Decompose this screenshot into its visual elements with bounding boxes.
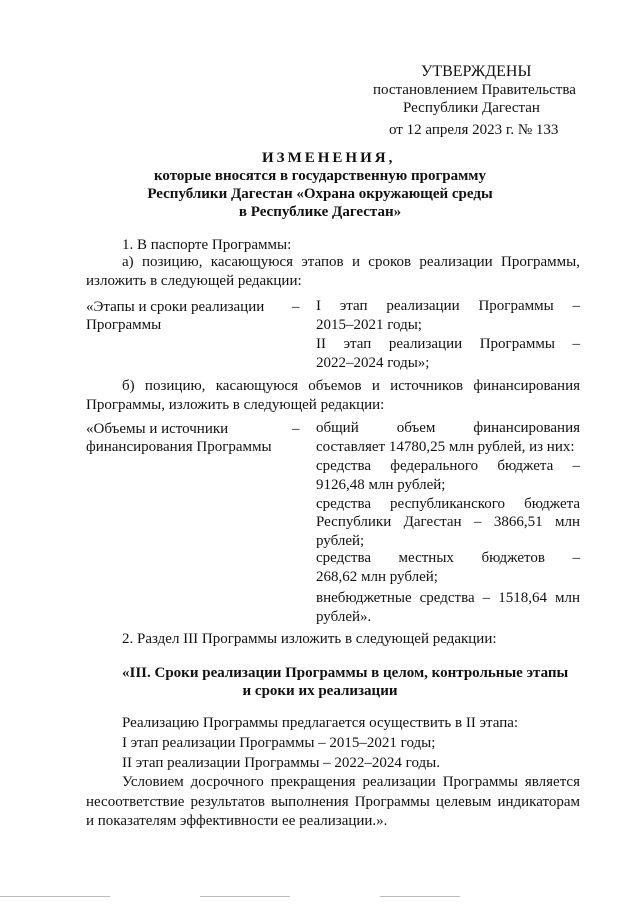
- table2-right: средства федерального бюджета –: [316, 458, 580, 474]
- table1-dash: –: [292, 299, 300, 315]
- table2-right: рублей».: [316, 609, 372, 625]
- item1-a-line: изложить в следующей редакции:: [86, 273, 302, 289]
- section-paragraph: I этап реализации Программы – 2015–2021 годы;: [122, 735, 436, 751]
- scan-artifact: [200, 896, 290, 897]
- table2-right: составляет 14780,25 млн рублей, из них:: [316, 439, 575, 455]
- table2-left: финансирования Программы: [86, 439, 272, 455]
- approval-date: от 12 апреля 2023 г. № 133: [389, 122, 559, 138]
- section-paragraph: Реализацию Программы предлагается осуществить в II этапа:: [122, 715, 519, 731]
- section-heading: и сроки их реализации: [242, 683, 398, 699]
- section-paragraph: Условием досрочного прекращения реализации Программы является: [122, 774, 580, 790]
- item1-b-line: Программы, изложить в следующей редакции:: [86, 397, 385, 413]
- heading-line: в Республике Дагестан»: [238, 204, 402, 220]
- heading-line: Республики Дагестан «Охрана окружающей среды: [147, 186, 493, 202]
- item1-title: 1. В паспорте Программы:: [122, 237, 292, 253]
- table1-right: I этап реализации Программы –: [316, 298, 580, 314]
- approval-title: УТВЕРЖДЕНЫ: [421, 63, 532, 80]
- table1-left: «Этапы и сроки реализации: [86, 299, 265, 315]
- table2-right: 9126,48 млн рублей;: [316, 477, 446, 493]
- table2-right: Республики Дагестан – 3866,51 млн: [316, 514, 580, 530]
- table2-right: средства республиканского бюджета: [316, 496, 580, 512]
- table1-right: 2015–2021 годы;: [316, 317, 422, 333]
- scan-artifact: [0, 896, 110, 897]
- section-heading: «III. Сроки реализации Программы в целом, контрольные этапы: [122, 665, 569, 681]
- table2-right: общий объем финансирования: [316, 420, 580, 436]
- table1-right: II этап реализации Программы –: [316, 336, 580, 352]
- section-paragraph: несоответствие результатов выполнения Программы целевым индикаторам: [86, 794, 580, 810]
- scan-artifact: [380, 896, 460, 897]
- approval-line: Республики Дагестан: [403, 100, 540, 116]
- table2-dash: –: [292, 421, 300, 437]
- table1-right: 2022–2024 годы»;: [316, 355, 430, 371]
- item2-title: 2. Раздел III Программы изложить в следующей редакции:: [122, 631, 497, 647]
- section-paragraph: и показателям эффективности ее реализации.».: [86, 813, 388, 829]
- section-paragraph: II этап реализации Программы – 2022–2024 годы.: [122, 755, 440, 771]
- item1-a-line: а) позицию, касающуюся этапов и сроков реализации Программы,: [122, 254, 580, 270]
- table2-right: рублей;: [316, 533, 365, 549]
- table2-left: «Объемы и источники: [86, 421, 229, 437]
- table1-left: Программы: [86, 317, 162, 333]
- item1-b-line: б) позицию, касающуюся объемов и источников финансирования: [122, 378, 580, 394]
- table2-right: 268,62 млн рублей;: [316, 569, 438, 585]
- approval-line: постановлением Правительства: [373, 82, 576, 98]
- document-title: ИЗМЕНЕНИЯ,: [262, 150, 396, 166]
- table2-right: внебюджетные средства – 1518,64 млн: [316, 590, 580, 606]
- table2-right: средства местных бюджетов –: [316, 550, 580, 566]
- heading-line: которые вносятся в государственную программу: [153, 168, 487, 184]
